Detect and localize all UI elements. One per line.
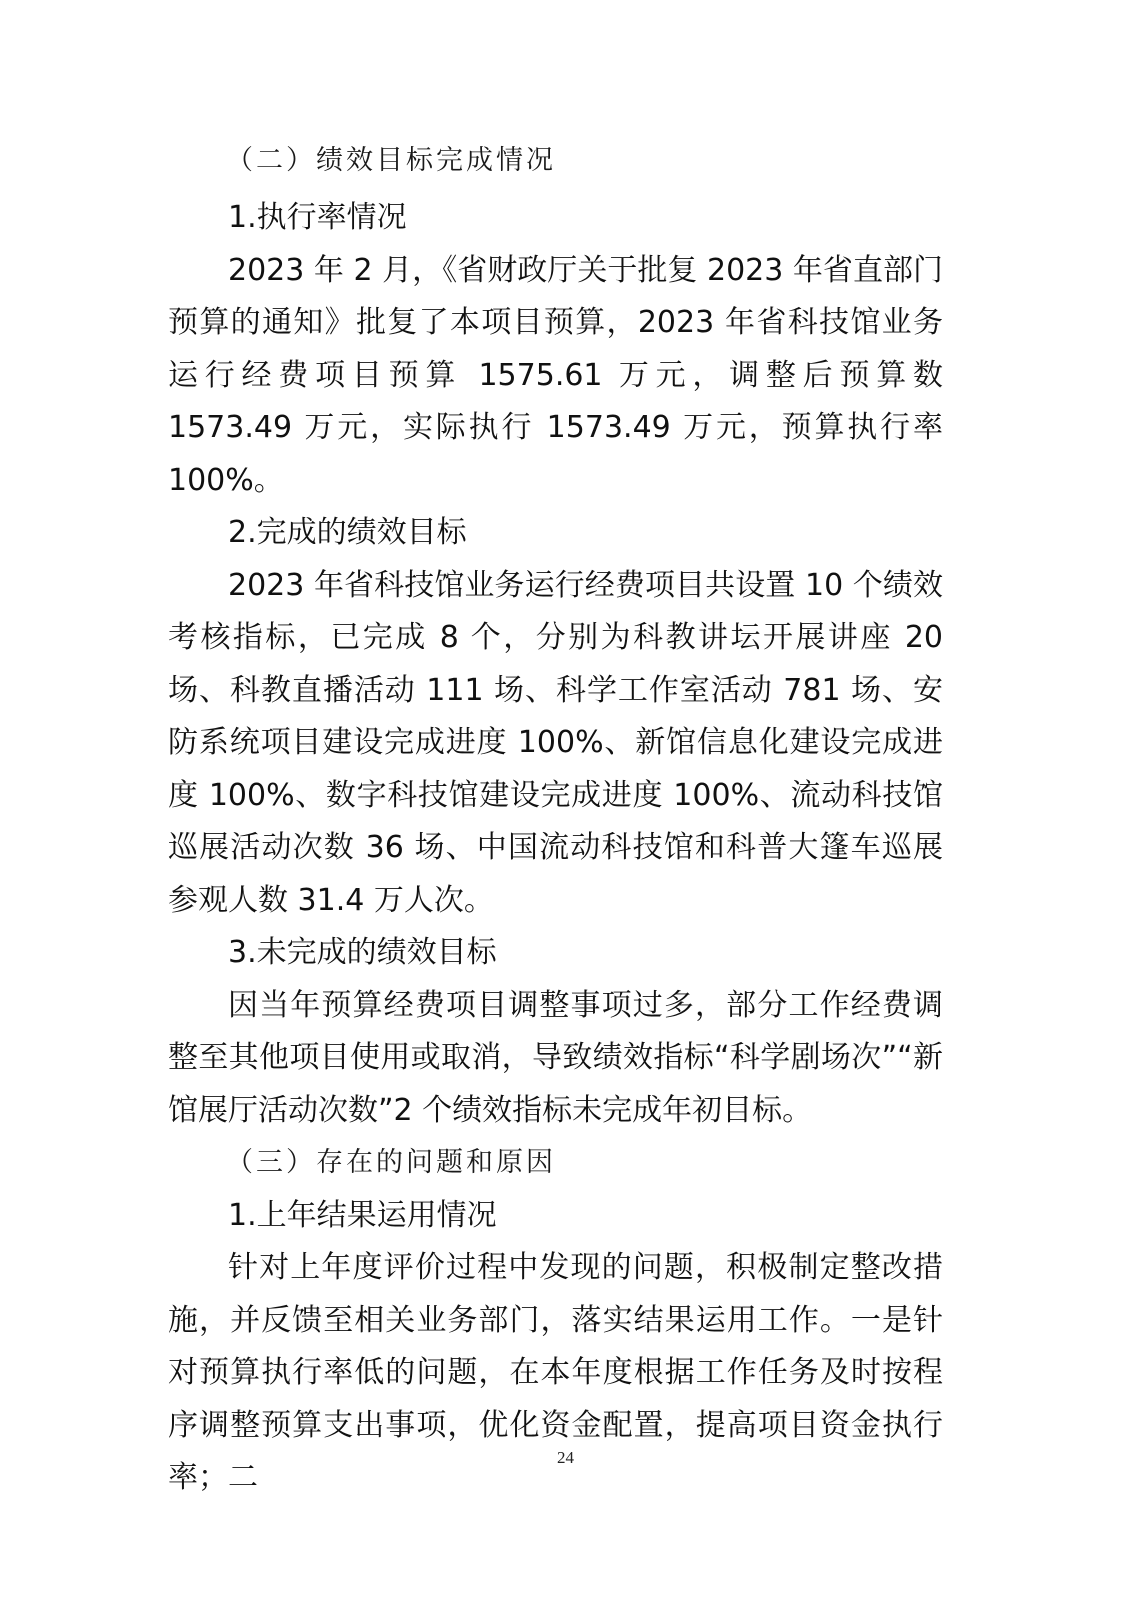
heading-last-year-results: 1.上年结果运用情况 — [228, 1197, 497, 1233]
paragraph-uncompleted-goals: 因当年预算经费项目调整事项过多，部分工作经费调整至其他项目使用或取消，导致绩效指标“科学剧场次”“新馆展厅活动次数”2 个绩效指标未完成年初目标。 — [168, 987, 943, 1128]
heading-execution-rate: 1.执行率情况 — [228, 200, 407, 235]
page-number: 24 — [557, 1448, 574, 1467]
section-title-performance: （二）绩效目标完成情况 — [226, 145, 556, 176]
paragraph-completed-goals: 2023 年省科技馆业务运行经费项目共设置 10 个绩效考核指标，已完成 8 个，分别为科教讲坛开展讲座 20 场、科教直播活动 111 场、科学工作室活动 781 场、安防系统项目建设完成进度 100%、新馆信息化建设完成进度 100%、数字科技馆建设完成进度 100%、流动科技馆巡展活动次数 36 场、中国流动科技馆和科普大篷车巡展参观人数 31.4 万人次。 — [168, 567, 943, 918]
section-title-problems: （三）存在的问题和原因 — [226, 1147, 556, 1178]
paragraph-last-year-results: 针对上年度评价过程中发现的问题，积极制定整改措施，并反馈至相关业务部门，落实结果运用工作。一是针对预算执行率低的问题，在本年度根据工作任务及时按程序调整预算支出事项，优化资金配置，提高项目资金执行率；二 — [168, 1250, 943, 1495]
paragraph-execution-rate: 2023 年 2 月，《省财政厅关于批复 2023 年省直部门预算的通知》批复了本项目预算，2023 年省科技馆业务运行经费项目预算 1575.61 万元，调整后预算数 1573.49 万元，实际执行 1573.49 万元，预算执行率 100%。 — [168, 252, 943, 498]
heading-completed-goals: 2.完成的绩效目标 — [228, 515, 467, 550]
heading-uncompleted-goals: 3.未完成的绩效目标 — [228, 935, 497, 970]
document-body — [168, 138, 943, 1505]
